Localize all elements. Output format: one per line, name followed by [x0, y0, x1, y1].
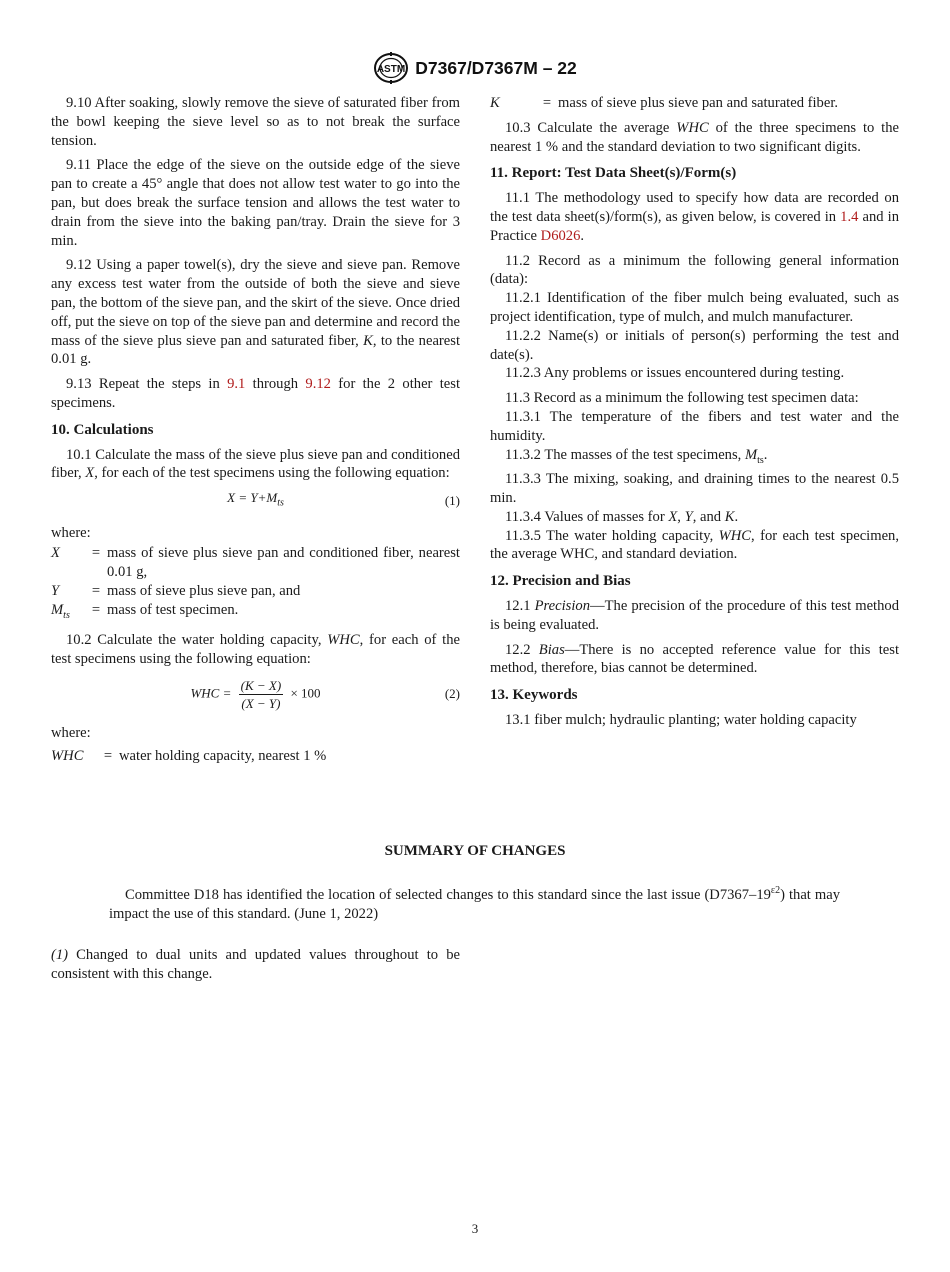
paragraph-9-10: 9.10 After soaking, slowly remove the sieve of saturated fiber from the bowl keeping the sieve level so as to not break the surface tension.: [51, 95, 460, 149]
practice-link-d6026[interactable]: D6026: [540, 227, 581, 244]
definition-x: X = mass of sieve plus sieve pan and conditioned fiber, nearest 0.01 g,: [51, 545, 460, 581]
equation-1: [51, 489, 460, 513]
equation-2-expression: WHC = $\frac{(K - X)}{(X - Y)}$ × 100: [190, 678, 321, 712]
paragraph-12-1: 12.1 Precision—The precision of the procedure of this test method is being evaluated.: [490, 598, 900, 633]
page-header: [0, 50, 950, 86]
paragraph-12-2: 12.2 Bias—There is no accepted reference value for this test method, therefore, bias cannot be determined.: [490, 641, 900, 677]
paragraph-11-2-3: 11.2.3 Any problems or issues encountered during testing.: [505, 365, 845, 382]
section-link-1-4[interactable]: 1.4: [840, 208, 859, 225]
svg-text:ASTM: ASTM: [377, 64, 406, 75]
where-label-2: where:: [51, 725, 91, 742]
left-column: [51, 94, 460, 766]
paragraph-11-2-2: 11.2.2 Name(s) or initials of person(s) performing the test and date(s).: [490, 327, 899, 363]
definition-y: Y = mass of sieve plus sieve pan, and: [51, 582, 301, 599]
section-link-9-1[interactable]: 9.1: [227, 376, 246, 393]
paragraph-9-13: 9.13 Repeat the steps in 9.1 through 9.12 for the 2 other test specimens.: [51, 376, 461, 411]
astm-logo-icon: [373, 52, 409, 84]
definition-whc: WHC = water holding capacity, nearest 1 %: [51, 747, 327, 764]
where-label-1: where:: [51, 524, 91, 541]
heading-precision-bias: 12. Precision and Bias: [490, 573, 631, 590]
equation-1-expression: $X = Y+M_{ts}$: [227, 490, 284, 509]
paragraph-10-1: 10.1 Calculate the mass of the sieve plus sieve pan and conditioned fiber, X, for each of the test specimens using the following equation:: [51, 446, 460, 482]
summary-title: SUMMARY OF CHANGES: [384, 843, 566, 859]
equation-1-number: (1): [444, 492, 460, 508]
heading-calculations: 10. Calculations: [51, 421, 154, 438]
paragraph-11-3-5: 11.3.5 The water holding capacity, WHC, for each test specimen, the average WHC, and standard deviation.: [490, 527, 899, 563]
section-link-9-12[interactable]: 9.12: [305, 376, 331, 393]
paragraph-11-3: 11.3 Record as a minimum the following test specimen data:: [505, 390, 859, 407]
paragraph-11-3-1: 11.3.1 The temperature of the fibers and test water and the humidity.: [490, 408, 899, 444]
right-column: [490, 94, 899, 736]
paragraph-11-2: 11.2 Record as a minimum the following general information (data):: [490, 252, 899, 288]
paragraph-9-12: 9.12 Using a paper towel(s), dry the sieve and sieve pan. Remove any excess test water from the outside of both the sieve and sieve pan, the bottom of the sieve pan, and the skirt of the sieve. Once dried off, put the sieve on top of the sieve pan and determine and record the mass of the sieve plus sieve pan and saturated fiber, K, to the nearest 0.01 g.: [51, 257, 460, 368]
equation-2-fraction: $\frac{(K - X)}{(X - Y)}$: [240, 678, 282, 712]
equation-2: [51, 677, 460, 712]
paragraph-13-1: 13.1 fiber mulch; hydraulic planting; water holding capacity: [505, 712, 857, 729]
standard-designation: D7367/D7367M – 22: [415, 57, 577, 78]
equation-2-number: (2): [444, 686, 460, 702]
heading-keywords: 13. Keywords: [490, 687, 578, 704]
paragraph-11-3-2: 11.3.2 The masses of the test specimens, $M_{ts}$.: [505, 446, 768, 466]
paragraph-9-11: 9.11 Place the edge of the sieve on the outside edge of the sieve pan to create a 45° angle that does not allow test water to go into the pan, but does break the surface tension and allows the test water to drain from the sieve into the baking pan/tray. Drain the sieve for 3 min.: [51, 157, 460, 249]
definition-k: K = mass of sieve plus sieve pan and saturated fiber.: [490, 95, 839, 111]
paragraph-10-2: 10.2 Calculate the water holding capacity, WHC, for each of the test specimens using the following equation:: [51, 632, 460, 668]
paragraph-11-2-1: 11.2.1 Identification of the fiber mulch being evaluated, such as project identification, type of mulch, and mulch manufacturer.: [490, 290, 899, 325]
paragraph-11-3-4: 11.3.4 Values of masses for X, Y, and K.: [505, 508, 739, 525]
page-number: 3: [471, 1221, 479, 1236]
heading-report: 11. Report: Test Data Sheet(s)/Form(s): [490, 165, 737, 182]
paragraph-11-3-3: 11.3.3 The mixing, soaking, and draining times to the nearest 0.5 min.: [490, 471, 899, 507]
paragraph-11-1: 11.1 The methodology used to specify how data are recorded on the test data sheet(s)/form(s), as given below, is covered in 1.4 and in Practice D6026.: [490, 190, 899, 244]
change-item-1: (1) Changed to dual units and updated values throughout to be consistent with this change.: [51, 947, 460, 982]
summary-intro: Committee D18 has identified the location of selected changes to this standard since the last issue $(D7367-19^{\varepsilon 2})$ that may impact the use of this standard. (June 1, 2022): [109, 885, 840, 922]
paragraph-10-3: 10.3 Calculate the average WHC of the three specimens to the nearest 1 % and the standard deviation to two significant digits.: [490, 119, 899, 155]
definition-mts: $M_{ts}$ = mass of test specimen.: [51, 601, 239, 621]
